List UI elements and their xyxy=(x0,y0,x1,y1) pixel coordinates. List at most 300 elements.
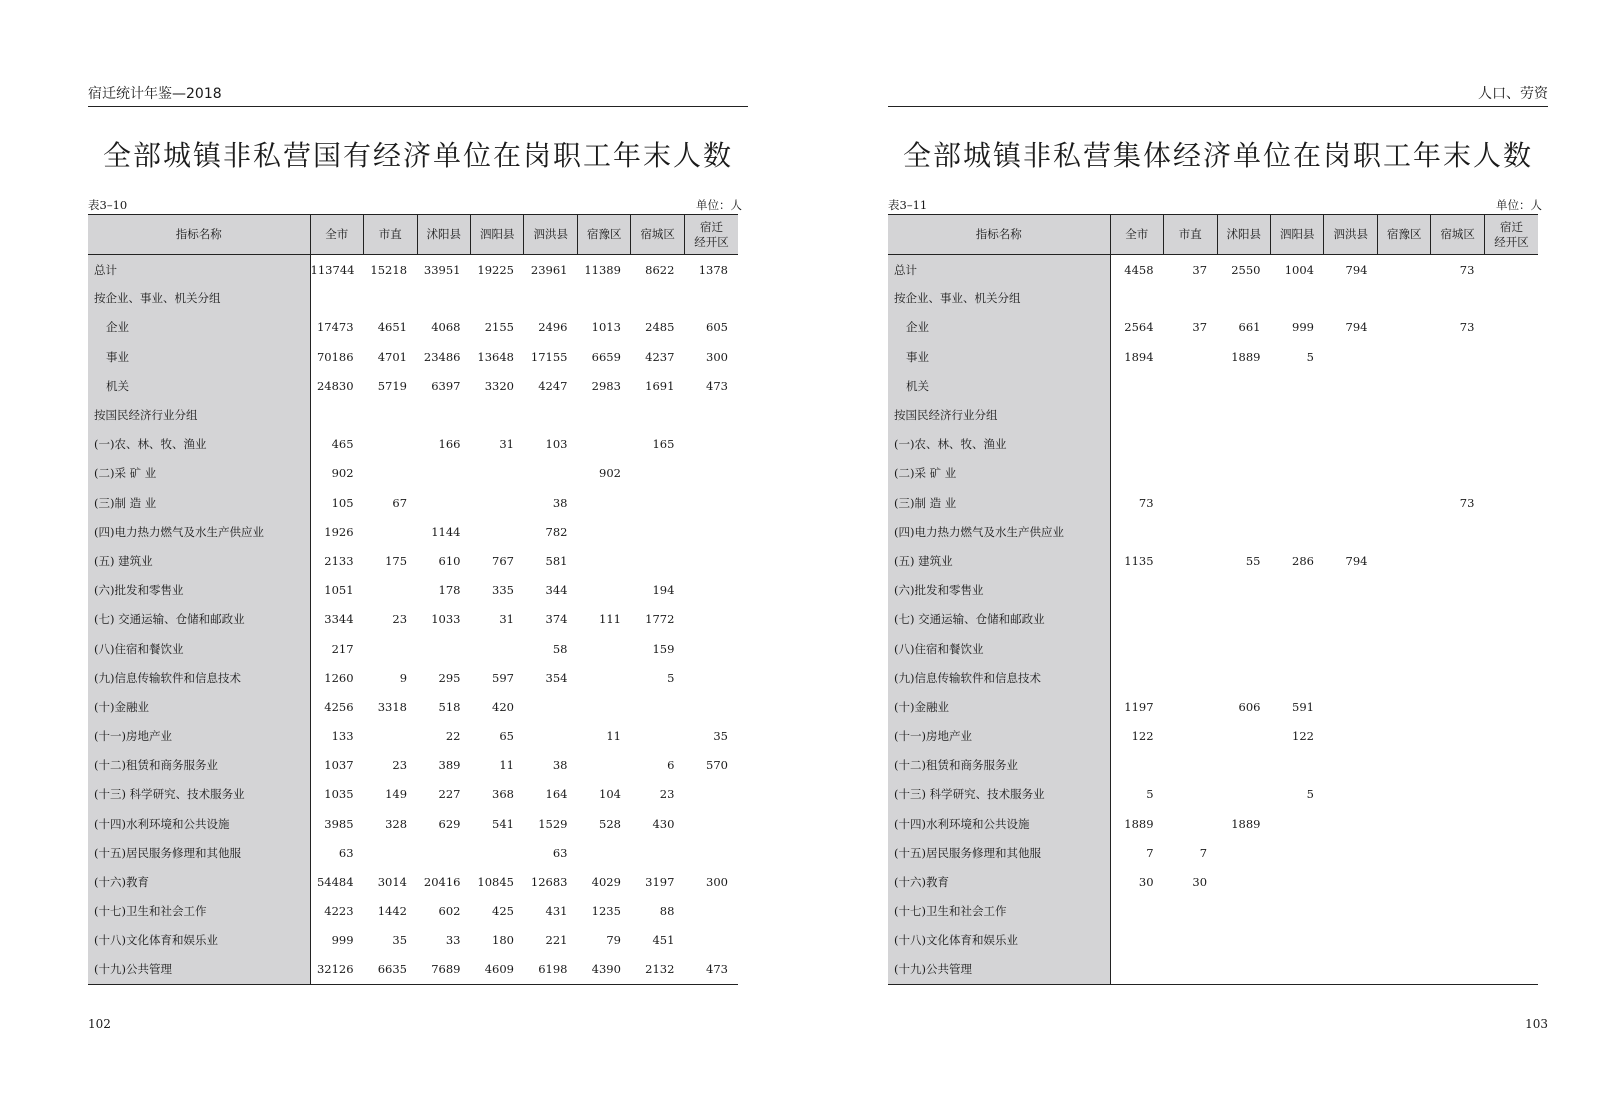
row-label: (十)金融业 xyxy=(888,692,1110,721)
table-cell: 1378 xyxy=(698,263,728,278)
table-cell: 32126 xyxy=(310,955,363,984)
table-cell xyxy=(1164,809,1217,838)
table-cell: 67 xyxy=(392,495,408,510)
table-cell xyxy=(1324,838,1377,867)
row-label: (二)采 矿 业 xyxy=(888,459,1110,488)
column-header: 泗阳县 xyxy=(471,215,524,255)
table-cell xyxy=(1377,459,1430,488)
table-cell xyxy=(1484,809,1538,838)
table-cell: 30 xyxy=(1138,875,1154,890)
table-cell xyxy=(1217,751,1270,780)
running-head-text: 人口、劳资 xyxy=(1478,86,1548,102)
table-cell: 7 xyxy=(1199,845,1208,860)
table-cell xyxy=(471,459,524,488)
row-label: (五) 建筑业 xyxy=(888,546,1110,575)
table-cell xyxy=(1377,634,1430,663)
table-cell xyxy=(577,838,630,867)
table-cell: 37 xyxy=(1192,320,1208,335)
table-cell: 6 xyxy=(667,758,675,773)
table-cell xyxy=(577,488,630,517)
table-cell xyxy=(1110,430,1163,459)
table-cell: 1442 xyxy=(377,904,408,919)
table-cell xyxy=(577,430,630,459)
table-cell xyxy=(1324,517,1377,546)
table-cell: 4701 xyxy=(377,349,408,364)
column-header: 全市 xyxy=(1110,215,1163,255)
row-label: (十四)水利环境和公共设施 xyxy=(888,809,1110,838)
table-row xyxy=(88,634,738,663)
table-cell xyxy=(1217,926,1270,955)
table-cell: 1037 xyxy=(324,758,354,773)
table-cell xyxy=(1484,955,1538,984)
table-cell xyxy=(524,692,577,721)
table-cell xyxy=(1164,634,1217,663)
row-label: (十二)租赁和商务服务业 xyxy=(888,751,1110,780)
table-cell xyxy=(684,634,738,663)
table-cell xyxy=(1324,692,1377,721)
table-cell: 1033 xyxy=(431,612,461,627)
table-cell: 55 xyxy=(1245,553,1261,568)
running-head xyxy=(888,84,1548,107)
row-label: (八)住宿和餐饮业 xyxy=(88,634,310,663)
table-cell: 23 xyxy=(392,758,408,773)
table-row xyxy=(888,780,1538,809)
table-cell xyxy=(684,663,738,692)
table-row xyxy=(888,400,1538,429)
page-title: 全部城镇非私营集体经济单位在岗职工年末人数 xyxy=(902,139,1533,172)
table-cell xyxy=(1431,400,1484,429)
table-cell xyxy=(1217,867,1270,896)
row-label: 按国民经济行业分组 xyxy=(88,400,310,429)
table-cell: 111 xyxy=(599,612,621,627)
table-cell xyxy=(1324,342,1377,371)
table-cell xyxy=(684,488,738,517)
table-cell xyxy=(1377,313,1430,342)
table-cell xyxy=(1217,517,1270,546)
column-header-name: 指标名称 xyxy=(88,215,310,255)
table-cell: 581 xyxy=(545,553,568,568)
table-cell: 597 xyxy=(492,670,514,685)
table-cell xyxy=(684,605,738,634)
table-cell xyxy=(1164,780,1217,809)
table-cell xyxy=(471,400,524,429)
row-label: (八)住宿和餐饮业 xyxy=(888,634,1110,663)
table-cell xyxy=(631,722,684,751)
table-cell xyxy=(1324,722,1377,751)
row-label: 按企业、事业、机关分组 xyxy=(888,284,1110,313)
table-cell xyxy=(684,430,738,459)
table-cell xyxy=(577,663,630,692)
table-cell xyxy=(1164,546,1217,575)
table-cell: 58 xyxy=(552,641,568,656)
table-cell xyxy=(1324,605,1377,634)
table-cell xyxy=(1377,809,1430,838)
row-label: (十九)公共管理 xyxy=(88,955,310,984)
column-header: 宿城区 xyxy=(631,215,684,255)
table-cell: 1691 xyxy=(645,378,675,393)
table-cell: 295 xyxy=(438,670,461,685)
row-label: (七) 交通运输、仓储和邮政业 xyxy=(888,605,1110,634)
table-header-row xyxy=(888,215,1538,255)
table-cell: 902 xyxy=(331,466,354,481)
table-cell xyxy=(1271,955,1324,984)
table-cell: 104 xyxy=(599,787,621,802)
table-cell: 374 xyxy=(545,612,568,627)
table-cell: 354 xyxy=(545,670,568,685)
table-cell xyxy=(1324,926,1377,955)
table-cell xyxy=(684,809,738,838)
table-cell xyxy=(1164,692,1217,721)
table-row xyxy=(88,342,738,371)
table-cell xyxy=(1164,342,1217,371)
table-cell xyxy=(1431,722,1484,751)
table-cell xyxy=(364,459,417,488)
table-row xyxy=(88,255,738,284)
table-cell xyxy=(1324,809,1377,838)
table-cell: 30 xyxy=(1192,875,1208,890)
table-cell xyxy=(1217,780,1270,809)
table-cell xyxy=(1431,517,1484,546)
page-number: 102 xyxy=(88,1017,111,1031)
table-cell xyxy=(1431,284,1484,313)
table-cell: 767 xyxy=(492,553,514,568)
table-cell xyxy=(1484,400,1538,429)
table-cell: 20416 xyxy=(423,875,461,890)
table-cell: 661 xyxy=(1238,320,1261,335)
table-row xyxy=(88,400,738,429)
table-cell: 1004 xyxy=(1284,263,1314,278)
table-cell xyxy=(684,284,738,313)
table-cell xyxy=(310,400,363,429)
table-cell: 122 xyxy=(1292,729,1314,744)
table-row xyxy=(88,284,738,313)
table-cell xyxy=(1484,780,1538,809)
table-cell: 1772 xyxy=(645,612,675,627)
table-cell: 5 xyxy=(1306,787,1314,802)
table-cell: 6198 xyxy=(524,955,577,984)
table-cell: 79 xyxy=(606,933,621,948)
table-cell: 999 xyxy=(1292,320,1314,335)
row-label: (六)批发和零售业 xyxy=(888,576,1110,605)
table-cell: 2132 xyxy=(631,955,684,984)
table-cell xyxy=(1377,897,1430,926)
table-cell: 12683 xyxy=(530,875,568,890)
table-cell xyxy=(1217,459,1270,488)
table-cell: 65 xyxy=(499,729,514,744)
table-cell: 103 xyxy=(545,437,568,452)
table-cell xyxy=(1217,838,1270,867)
table-cell xyxy=(1217,897,1270,926)
table-cell: 4029 xyxy=(591,875,621,890)
table-cell xyxy=(1377,284,1430,313)
table-cell xyxy=(1431,780,1484,809)
table-cell xyxy=(1217,722,1270,751)
table-cell xyxy=(1110,751,1163,780)
table-cell: 286 xyxy=(1292,553,1314,568)
table-cell: 1889 xyxy=(1124,816,1154,831)
table-cell xyxy=(577,546,630,575)
table-cell xyxy=(1164,517,1217,546)
table-row xyxy=(88,867,738,896)
table-cell: 335 xyxy=(492,583,514,598)
column-header-name: 指标名称 xyxy=(888,215,1110,255)
table-cell xyxy=(471,838,524,867)
table-row xyxy=(88,722,738,751)
table-cell xyxy=(1431,867,1484,896)
table-row xyxy=(888,663,1538,692)
table-cell: 217 xyxy=(331,641,354,656)
table-row xyxy=(888,926,1538,955)
table-cell: 63 xyxy=(552,845,568,860)
table-cell xyxy=(1217,400,1270,429)
table-cell xyxy=(1324,488,1377,517)
table-cell: 7 xyxy=(1146,845,1154,860)
table-cell: 591 xyxy=(1292,699,1314,714)
row-label: (十九)公共管理 xyxy=(888,955,1110,984)
table-cell xyxy=(631,284,684,313)
page-title: 全部城镇非私营国有经济单位在岗职工年末人数 xyxy=(102,139,733,172)
table-cell: 7689 xyxy=(417,955,470,984)
table-cell: 105 xyxy=(331,495,354,510)
column-header: 宿豫区 xyxy=(1377,215,1430,255)
table-cell xyxy=(1110,459,1163,488)
table-cell xyxy=(1484,488,1538,517)
table-cell: 3985 xyxy=(324,816,354,831)
table-cell: 431 xyxy=(545,904,568,919)
row-label: 总计 xyxy=(88,255,310,284)
table-row xyxy=(888,313,1538,342)
table-cell xyxy=(577,576,630,605)
table-cell: 23486 xyxy=(423,349,461,364)
table-cell xyxy=(1377,605,1430,634)
table-cell: 602 xyxy=(438,904,461,919)
table-row xyxy=(88,313,738,342)
table-cell xyxy=(1484,838,1538,867)
table-cell xyxy=(1164,722,1217,751)
table-cell: 38 xyxy=(552,495,568,510)
table-header-row xyxy=(88,215,738,255)
row-label: (十二)租赁和商务服务业 xyxy=(88,751,310,780)
table-cell: 430 xyxy=(652,816,675,831)
table-cell xyxy=(1110,371,1163,400)
table-row xyxy=(888,838,1538,867)
table-cell xyxy=(417,459,470,488)
table-cell: 902 xyxy=(599,466,621,481)
table-row xyxy=(88,663,738,692)
table-cell: 31 xyxy=(499,437,514,452)
column-header: 宿城区 xyxy=(1431,215,1484,255)
table-row xyxy=(888,488,1538,517)
table-row xyxy=(888,605,1538,634)
table-cell xyxy=(1217,663,1270,692)
table-cell xyxy=(1377,955,1430,984)
table-cell xyxy=(1431,926,1484,955)
table-cell xyxy=(1377,692,1430,721)
table-meta xyxy=(88,197,748,213)
table-cell xyxy=(1110,926,1163,955)
row-label: 事业 xyxy=(88,342,310,371)
table-cell: 9 xyxy=(399,670,408,685)
table-cell xyxy=(1217,430,1270,459)
table-cell xyxy=(1431,371,1484,400)
table-cell xyxy=(1217,605,1270,634)
table-cell: 17155 xyxy=(530,349,568,364)
table-cell xyxy=(1164,955,1217,984)
table-cell: 22 xyxy=(445,729,461,744)
table-cell xyxy=(1271,838,1324,867)
row-label: 按国民经济行业分组 xyxy=(888,400,1110,429)
table-cell xyxy=(524,459,577,488)
row-label: (十八)文化体育和娱乐业 xyxy=(888,926,1110,955)
table-row xyxy=(88,371,738,400)
row-label: 总计 xyxy=(888,255,1110,284)
table-cell: 165 xyxy=(652,437,675,452)
table-cell xyxy=(364,284,417,313)
table-cell: 3344 xyxy=(324,612,354,627)
table-cell xyxy=(1324,459,1377,488)
table-cell xyxy=(1164,284,1217,313)
table-cell xyxy=(1484,430,1538,459)
table-cell xyxy=(1271,809,1324,838)
column-header: 宿迁 经开区 xyxy=(684,215,738,255)
table-cell: 178 xyxy=(438,583,461,598)
table-cell: 1894 xyxy=(1124,349,1154,364)
table-cell: 54484 xyxy=(316,875,354,890)
table-cell xyxy=(577,634,630,663)
table-cell: 23 xyxy=(392,612,408,627)
table-cell: 794 xyxy=(1345,263,1368,278)
table-cell: 528 xyxy=(599,816,621,831)
table-cell: 175 xyxy=(385,553,408,568)
table-cell: 300 xyxy=(706,349,728,364)
table-cell xyxy=(524,284,577,313)
table-cell: 23961 xyxy=(530,263,568,278)
table-cell xyxy=(1484,459,1538,488)
table-cell xyxy=(684,459,738,488)
table-row xyxy=(88,488,738,517)
table-cell xyxy=(524,400,577,429)
table-cell: 166 xyxy=(438,437,461,452)
table-cell: 4609 xyxy=(471,955,524,984)
row-label: (十一)房地产业 xyxy=(888,722,1110,751)
table-cell xyxy=(1484,692,1538,721)
column-header: 宿迁 经开区 xyxy=(1484,215,1538,255)
column-header: 市直 xyxy=(364,215,417,255)
table-cell xyxy=(417,400,470,429)
table-cell xyxy=(1484,313,1538,342)
table-cell xyxy=(1164,488,1217,517)
table-cell: 133 xyxy=(331,729,354,744)
table-cell xyxy=(1217,371,1270,400)
table-cell xyxy=(471,634,524,663)
column-header: 沭阳县 xyxy=(1217,215,1270,255)
table-cell xyxy=(1484,284,1538,313)
table-cell xyxy=(1484,897,1538,926)
table-cell: 2485 xyxy=(645,320,675,335)
table-row xyxy=(888,867,1538,896)
row-label: 机关 xyxy=(88,371,310,400)
table-cell xyxy=(364,722,417,751)
table-cell xyxy=(1271,517,1324,546)
table-cell: 2564 xyxy=(1124,320,1154,335)
table-cell xyxy=(1164,430,1217,459)
row-label: (九)信息传输软件和信息技术 xyxy=(88,663,310,692)
column-header: 沭阳县 xyxy=(417,215,470,255)
table-cell xyxy=(1377,488,1430,517)
table-cell xyxy=(684,576,738,605)
table-cell xyxy=(1431,838,1484,867)
row-label: (九)信息传输软件和信息技术 xyxy=(888,663,1110,692)
row-label: (五) 建筑业 xyxy=(88,546,310,575)
table-cell xyxy=(1164,605,1217,634)
table-cell: 2983 xyxy=(591,378,621,393)
table-cell xyxy=(1164,576,1217,605)
table-cell xyxy=(1484,255,1538,284)
table-cell xyxy=(471,517,524,546)
table-cell xyxy=(1164,400,1217,429)
table-cell xyxy=(684,838,738,867)
table-row xyxy=(88,838,738,867)
table-cell: 73 xyxy=(1459,263,1475,278)
table-cell xyxy=(577,751,630,780)
table-cell: 3320 xyxy=(484,378,514,393)
table-cell xyxy=(577,400,630,429)
table-cell: 31 xyxy=(499,612,514,627)
table-row xyxy=(888,342,1538,371)
table-cell xyxy=(1431,751,1484,780)
table-meta xyxy=(888,197,1548,213)
running-head xyxy=(88,84,748,107)
table-cell xyxy=(1377,926,1430,955)
table-cell xyxy=(1271,576,1324,605)
table-cell: 1529 xyxy=(538,816,568,831)
table-cell xyxy=(1324,751,1377,780)
table-cell: 300 xyxy=(706,875,728,890)
column-header: 宿豫区 xyxy=(577,215,630,255)
table-row xyxy=(88,576,738,605)
table-row xyxy=(888,897,1538,926)
row-label: 事业 xyxy=(888,342,1110,371)
table-cell xyxy=(1431,692,1484,721)
table-cell xyxy=(1484,546,1538,575)
table-cell xyxy=(684,897,738,926)
table-row xyxy=(888,517,1538,546)
table-cell: 159 xyxy=(652,641,675,656)
table-cell: 73 xyxy=(1459,495,1475,510)
table-cell: 38 xyxy=(552,758,568,773)
table-cell xyxy=(1110,634,1163,663)
table-cell xyxy=(1377,780,1430,809)
table-cell: 13648 xyxy=(477,349,514,364)
table-cell xyxy=(1110,897,1163,926)
column-header: 泗洪县 xyxy=(524,215,577,255)
table-cell: 2133 xyxy=(324,553,354,568)
table-cell xyxy=(1484,663,1538,692)
table-cell xyxy=(1377,663,1430,692)
table-row xyxy=(888,692,1538,721)
table-row xyxy=(888,459,1538,488)
table-cell xyxy=(1110,576,1163,605)
table-cell xyxy=(1377,342,1430,371)
table-cell: 3014 xyxy=(377,875,408,890)
table-cell: 610 xyxy=(438,553,461,568)
table-cell xyxy=(1377,430,1430,459)
table-row xyxy=(88,955,738,984)
table-row xyxy=(88,751,738,780)
column-header: 泗阳县 xyxy=(1271,215,1324,255)
row-label: 机关 xyxy=(888,371,1110,400)
table-cell: 73 xyxy=(1459,320,1475,335)
